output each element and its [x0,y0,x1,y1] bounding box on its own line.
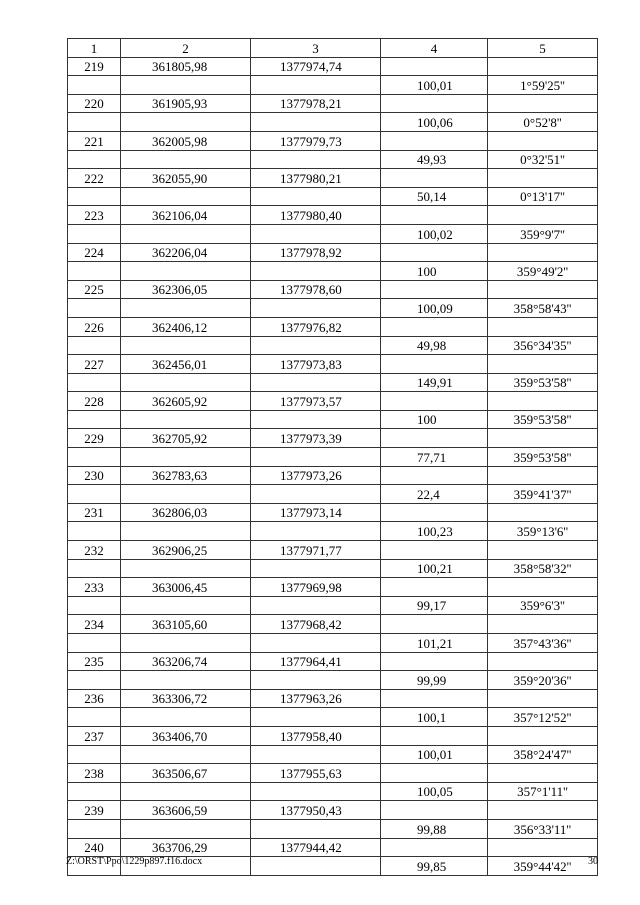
x-coordinate-cell [121,150,251,169]
point-number-cell [68,373,121,392]
table-row [68,262,598,281]
x-coordinate-cell [121,113,251,132]
point-number-cell: 219 [68,57,121,76]
direction-angle-cell [488,838,598,857]
y-coordinate-cell [251,262,381,281]
x-coordinate-cell: 363606,59 [121,801,251,820]
y-coordinate-cell: 1377976,82 [251,317,381,336]
table-row [68,113,598,132]
point-number-cell [68,113,121,132]
y-coordinate-cell [251,336,381,355]
point-number-cell [68,485,121,504]
distance-cell [381,392,488,411]
x-coordinate-cell [121,448,251,467]
table-row [68,410,598,429]
column-header-point: 1 [68,39,121,58]
distance-cell [381,131,488,150]
y-coordinate-cell: 1377978,60 [251,280,381,299]
y-coordinate-cell [251,708,381,727]
table-row [68,224,598,243]
x-coordinate-cell: 361905,93 [121,94,251,113]
x-coordinate-cell [121,819,251,838]
direction-angle-cell [488,94,598,113]
point-number-cell [68,559,121,578]
y-coordinate-cell [251,485,381,504]
table-row [68,317,598,336]
direction-angle-cell: 358°58'43'' [488,299,598,318]
x-coordinate-cell: 362055,90 [121,169,251,188]
direction-angle-cell: 358°24'47'' [488,745,598,764]
distance-cell: 100,01 [381,76,488,95]
x-coordinate-cell [121,485,251,504]
x-coordinate-cell: 362005,98 [121,131,251,150]
table-row [68,503,598,522]
y-coordinate-cell [251,522,381,541]
table-row [68,726,598,745]
point-number-cell: 229 [68,429,121,448]
footer-page-number: 30 [588,856,598,867]
direction-angle-cell: 359°9'7'' [488,224,598,243]
x-coordinate-cell [121,262,251,281]
x-coordinate-cell: 362906,25 [121,541,251,560]
direction-angle-cell [488,355,598,374]
y-coordinate-cell: 1377973,39 [251,429,381,448]
y-coordinate-cell [251,745,381,764]
table-row [68,429,598,448]
x-coordinate-cell [121,187,251,206]
direction-angle-cell: 359°13'6'' [488,522,598,541]
direction-angle-cell: 359°6'3'' [488,596,598,615]
y-coordinate-cell [251,857,381,876]
table-row [68,764,598,783]
direction-angle-cell: 359°44'42'' [488,857,598,876]
direction-angle-cell: 0°52'8'' [488,113,598,132]
point-number-cell [68,782,121,801]
y-coordinate-cell [251,448,381,467]
y-coordinate-cell: 1377950,43 [251,801,381,820]
direction-angle-cell [488,466,598,485]
x-coordinate-cell [121,410,251,429]
x-coordinate-cell: 363206,74 [121,652,251,671]
table-row [68,76,598,95]
point-number-cell: 232 [68,541,121,560]
column-header-x: 2 [121,39,251,58]
distance-cell: 99,17 [381,596,488,615]
direction-angle-cell [488,429,598,448]
x-coordinate-cell: 362705,92 [121,429,251,448]
distance-cell: 100,05 [381,782,488,801]
table-row [68,355,598,374]
distance-cell [381,801,488,820]
table-row [68,187,598,206]
x-coordinate-cell: 363105,60 [121,615,251,634]
y-coordinate-cell: 1377969,98 [251,578,381,597]
distance-cell [381,466,488,485]
table-row [68,485,598,504]
x-coordinate-cell [121,522,251,541]
x-coordinate-cell [121,671,251,690]
table-row [68,169,598,188]
table-row [68,745,598,764]
x-coordinate-cell: 362206,04 [121,243,251,262]
table-row [68,671,598,690]
x-coordinate-cell: 363506,67 [121,764,251,783]
y-coordinate-cell [251,819,381,838]
direction-angle-cell: 357°1'11'' [488,782,598,801]
direction-angle-cell: 357°12'52'' [488,708,598,727]
direction-angle-cell: 359°53'58'' [488,410,598,429]
distance-cell [381,578,488,597]
distance-cell: 99,99 [381,671,488,690]
x-coordinate-cell [121,708,251,727]
y-coordinate-cell: 1377958,40 [251,726,381,745]
x-coordinate-cell [121,782,251,801]
distance-cell: 50,14 [381,187,488,206]
distance-cell: 100 [381,410,488,429]
direction-angle-cell [488,57,598,76]
column-header-distance: 4 [381,39,488,58]
distance-cell [381,169,488,188]
point-number-cell [68,522,121,541]
distance-cell [381,317,488,336]
y-coordinate-cell: 1377964,41 [251,652,381,671]
point-number-cell [68,410,121,429]
direction-angle-cell [488,615,598,634]
x-coordinate-cell: 362406,12 [121,317,251,336]
point-number-cell: 227 [68,355,121,374]
direction-angle-cell [488,801,598,820]
x-coordinate-cell: 361805,98 [121,57,251,76]
point-number-cell [68,150,121,169]
table-row [68,652,598,671]
distance-cell: 149,91 [381,373,488,392]
distance-cell: 99,85 [381,857,488,876]
x-coordinate-cell: 362106,04 [121,206,251,225]
x-coordinate-cell: 362456,01 [121,355,251,374]
footer-file-path: Z:\ORST\Ppo\1229p897.f16.docx [66,856,203,867]
distance-cell: 49,98 [381,336,488,355]
x-coordinate-cell [121,559,251,578]
distance-cell [381,57,488,76]
table-row [68,522,598,541]
x-coordinate-cell [121,76,251,95]
y-coordinate-cell [251,224,381,243]
x-coordinate-cell: 362306,05 [121,280,251,299]
table-row [68,634,598,653]
y-coordinate-cell: 1377973,14 [251,503,381,522]
y-coordinate-cell: 1377978,92 [251,243,381,262]
x-coordinate-cell [121,596,251,615]
distance-cell [381,838,488,857]
point-number-cell [68,819,121,838]
x-coordinate-cell: 363406,70 [121,726,251,745]
x-coordinate-cell [121,336,251,355]
distance-cell [381,764,488,783]
table-row [68,243,598,262]
direction-angle-cell [488,503,598,522]
distance-cell: 100,09 [381,299,488,318]
y-coordinate-cell [251,373,381,392]
point-number-cell: 240 [68,838,121,857]
y-coordinate-cell [251,634,381,653]
table-row [68,782,598,801]
point-number-cell [68,224,121,243]
y-coordinate-cell: 1377973,57 [251,392,381,411]
point-number-cell [68,671,121,690]
distance-cell [381,206,488,225]
distance-cell: 100,02 [381,224,488,243]
y-coordinate-cell [251,596,381,615]
y-coordinate-cell: 1377944,42 [251,838,381,857]
distance-cell [381,243,488,262]
point-number-cell: 233 [68,578,121,597]
column-header-y: 3 [251,39,381,58]
distance-cell [381,280,488,299]
direction-angle-cell [488,131,598,150]
table-row [68,801,598,820]
y-coordinate-cell [251,410,381,429]
x-coordinate-cell [121,634,251,653]
coordinates-table [67,38,598,876]
direction-angle-cell [488,243,598,262]
point-number-cell: 222 [68,169,121,188]
direction-angle-cell [488,764,598,783]
y-coordinate-cell [251,187,381,206]
point-number-cell [68,745,121,764]
distance-cell: 49,93 [381,150,488,169]
direction-angle-cell [488,652,598,671]
table-row [68,299,598,318]
y-coordinate-cell [251,150,381,169]
table-row [68,559,598,578]
direction-angle-cell [488,578,598,597]
table-row [68,615,598,634]
direction-angle-cell: 359°53'58'' [488,448,598,467]
x-coordinate-cell: 362806,03 [121,503,251,522]
distance-cell [381,615,488,634]
y-coordinate-cell: 1377968,42 [251,615,381,634]
table-row [68,336,598,355]
x-coordinate-cell: 362605,92 [121,392,251,411]
direction-angle-cell [488,169,598,188]
direction-angle-cell [488,317,598,336]
point-number-cell [68,262,121,281]
x-coordinate-cell: 363306,72 [121,689,251,708]
distance-cell: 99,88 [381,819,488,838]
distance-cell: 77,71 [381,448,488,467]
point-number-cell [68,708,121,727]
direction-angle-cell: 359°41'37'' [488,485,598,504]
direction-angle-cell [488,392,598,411]
x-coordinate-cell [121,745,251,764]
point-number-cell [68,596,121,615]
distance-cell [381,94,488,113]
point-number-cell: 220 [68,94,121,113]
distance-cell [381,541,488,560]
x-coordinate-cell [121,299,251,318]
distance-cell: 100,1 [381,708,488,727]
x-coordinate-cell: 363006,45 [121,578,251,597]
direction-angle-cell: 356°33'11'' [488,819,598,838]
y-coordinate-cell: 1377980,40 [251,206,381,225]
table-row [68,373,598,392]
table-row [68,819,598,838]
column-header-angle: 5 [488,39,598,58]
distance-cell [381,355,488,374]
distance-cell: 100 [381,262,488,281]
distance-cell [381,652,488,671]
table-row [68,280,598,299]
direction-angle-cell [488,280,598,299]
table-row [68,448,598,467]
direction-angle-cell: 359°53'58'' [488,373,598,392]
y-coordinate-cell [251,299,381,318]
table-row [68,57,598,76]
table-row [68,94,598,113]
distance-cell [381,503,488,522]
point-number-cell: 230 [68,466,121,485]
distance-cell [381,429,488,448]
y-coordinate-cell [251,76,381,95]
direction-angle-cell: 357°43'36'' [488,634,598,653]
y-coordinate-cell: 1377963,26 [251,689,381,708]
distance-cell: 100,01 [381,745,488,764]
point-number-cell: 237 [68,726,121,745]
point-number-cell: 234 [68,615,121,634]
distance-cell [381,689,488,708]
point-number-cell: 239 [68,801,121,820]
point-number-cell [68,634,121,653]
y-coordinate-cell: 1377974,74 [251,57,381,76]
y-coordinate-cell: 1377973,83 [251,355,381,374]
y-coordinate-cell: 1377973,26 [251,466,381,485]
distance-cell: 100,06 [381,113,488,132]
direction-angle-cell [488,541,598,560]
point-number-cell [68,187,121,206]
y-coordinate-cell [251,671,381,690]
point-number-cell [68,299,121,318]
x-coordinate-cell: 363706,29 [121,838,251,857]
table-row [68,838,598,857]
x-coordinate-cell [121,373,251,392]
y-coordinate-cell: 1377979,73 [251,131,381,150]
x-coordinate-cell: 362783,63 [121,466,251,485]
y-coordinate-cell [251,113,381,132]
table-row [68,689,598,708]
y-coordinate-cell: 1377978,21 [251,94,381,113]
point-number-cell: 226 [68,317,121,336]
table-row [68,466,598,485]
point-number-cell: 223 [68,206,121,225]
point-number-cell: 224 [68,243,121,262]
direction-angle-cell: 1°59'25'' [488,76,598,95]
direction-angle-cell: 359°20'36'' [488,671,598,690]
y-coordinate-cell [251,559,381,578]
table-row [68,596,598,615]
direction-angle-cell: 356°34'35'' [488,336,598,355]
y-coordinate-cell: 1377955,63 [251,764,381,783]
distance-cell: 101,21 [381,634,488,653]
table-row [68,541,598,560]
y-coordinate-cell: 1377980,21 [251,169,381,188]
y-coordinate-cell: 1377971,77 [251,541,381,560]
table-body [68,57,598,875]
distance-cell: 100,23 [381,522,488,541]
direction-angle-cell: 358°58'32'' [488,559,598,578]
x-coordinate-cell [121,224,251,243]
point-number-cell [68,336,121,355]
direction-angle-cell: 0°32'51'' [488,150,598,169]
distance-cell: 22,4 [381,485,488,504]
point-number-cell [68,448,121,467]
table-row [68,708,598,727]
distance-cell [381,726,488,745]
point-number-cell: 235 [68,652,121,671]
direction-angle-cell: 359°49'2'' [488,262,598,281]
table-row [68,578,598,597]
table-row [68,131,598,150]
direction-angle-cell [488,689,598,708]
point-number-cell: 225 [68,280,121,299]
point-number-cell: 228 [68,392,121,411]
point-number-cell: 231 [68,503,121,522]
direction-angle-cell [488,726,598,745]
table-header-row [68,39,598,58]
direction-angle-cell [488,206,598,225]
point-number-cell: 221 [68,131,121,150]
point-number-cell: 238 [68,764,121,783]
table-row [68,392,598,411]
y-coordinate-cell [251,782,381,801]
direction-angle-cell: 0°13'17'' [488,187,598,206]
distance-cell: 100,21 [381,559,488,578]
point-number-cell [68,76,121,95]
table-row [68,206,598,225]
point-number-cell: 236 [68,689,121,708]
table-row [68,150,598,169]
